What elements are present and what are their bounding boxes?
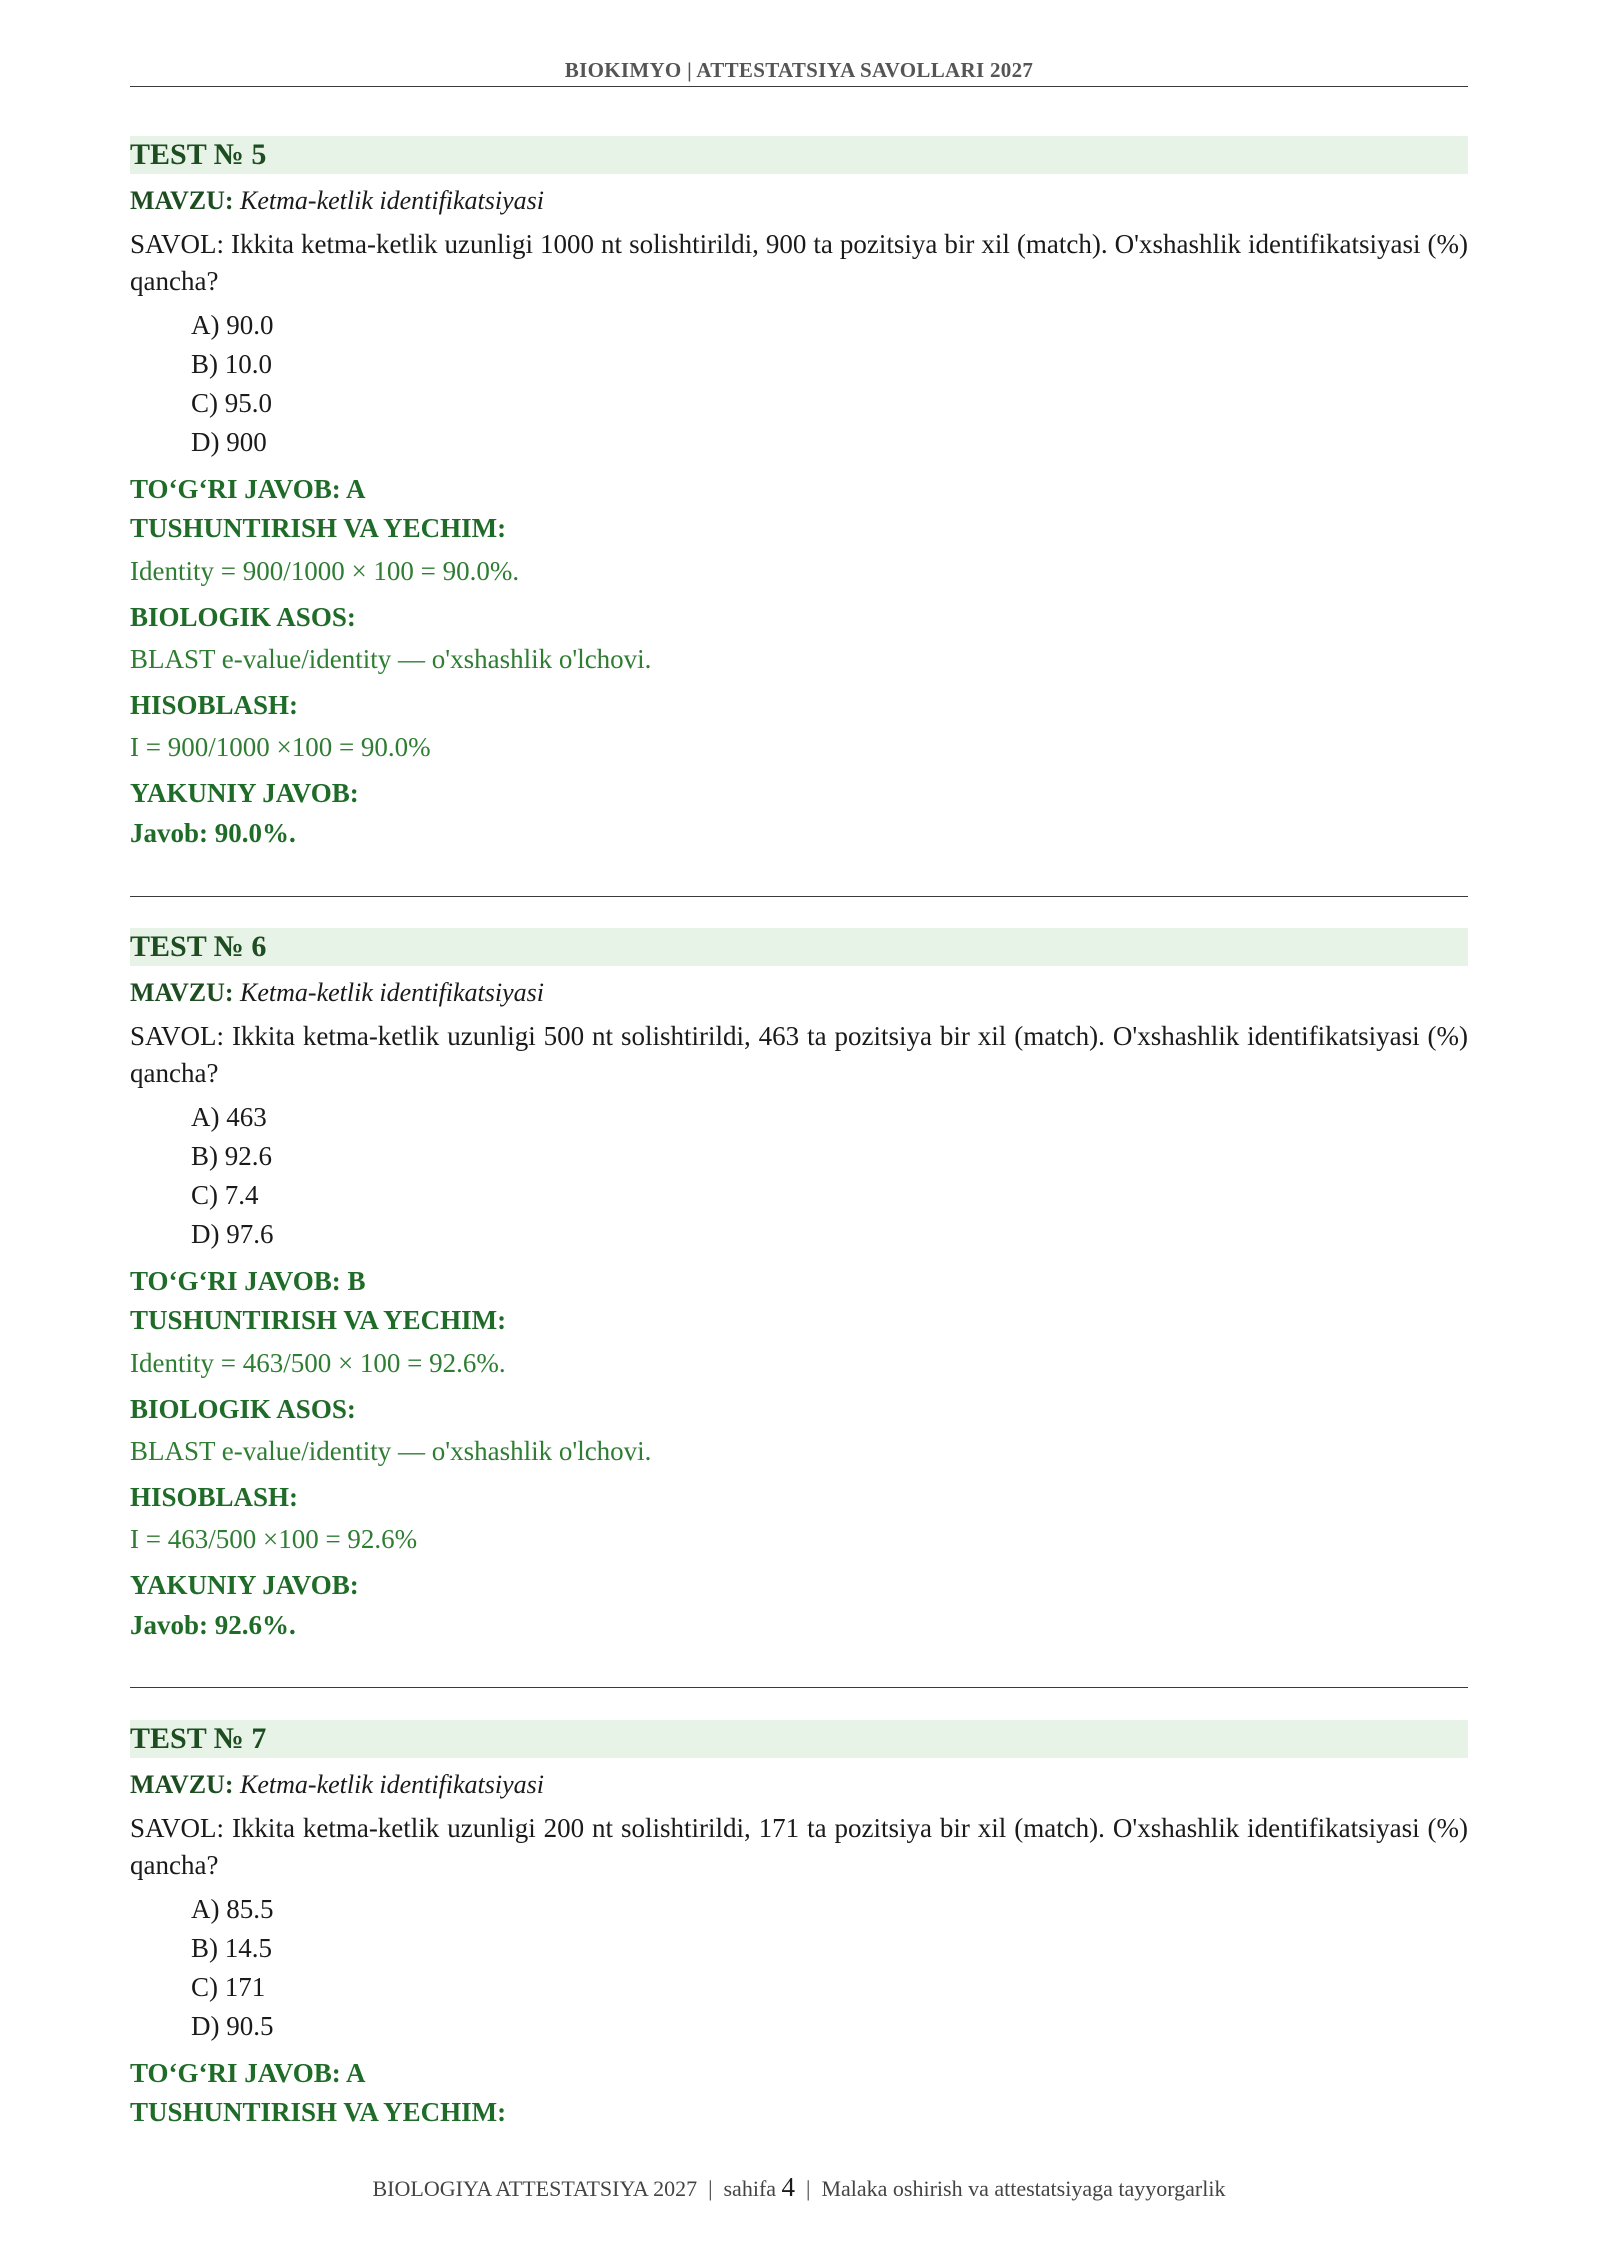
explanation-text: Identity = 900/1000 × 100 = 90.0%.	[130, 556, 520, 586]
options-list	[130, 306, 1468, 462]
topic-line	[130, 1768, 1468, 1802]
final-answer-label: YAKUNIY JAVOB:	[130, 778, 359, 808]
option-b: B) 14.5	[191, 1933, 272, 1963]
question-text: SAVOL: Ikkita ketma-ketlik uzunligi 500 nt solishtirildi, 463 ta pozitsiya bir xil (match). O'xshashlik identifikatsiyasi (%) qancha?	[130, 1021, 1468, 1088]
option-d: D) 97.6	[191, 1219, 274, 1249]
page-footer	[130, 2172, 1468, 2203]
final-answer-text: Javob: 92.6%.	[130, 1610, 296, 1640]
test-block-5	[130, 136, 1468, 852]
test-block-7	[130, 1720, 1468, 2132]
option-a: A) 85.5	[191, 1894, 274, 1924]
section-divider	[130, 896, 1468, 897]
footer-title: BIOLOGIYA ATTESTATSIYA 2027	[372, 2176, 698, 2201]
footer-separator: |	[806, 2176, 811, 2201]
options-list	[130, 1098, 1468, 1254]
topic-label: MAVZU:	[130, 978, 234, 1007]
calculation-text: I = 463/500 ×100 = 92.6%	[130, 1524, 418, 1554]
explanation-label: TUSHUNTIRISH VA YECHIM:	[130, 513, 507, 543]
question-text: SAVOL: Ikkita ketma-ketlik uzunligi 1000 nt solishtirildi, 900 ta pozitsiya bir xil (match). O'xshashlik identifikatsiyasi (%) qancha?	[130, 229, 1468, 296]
explanation-label: TUSHUNTIRISH VA YECHIM:	[130, 1305, 507, 1335]
option-a: A) 463	[191, 1102, 267, 1132]
topic-label: MAVZU:	[130, 186, 234, 215]
option-d: D) 90.5	[191, 2011, 274, 2041]
final-answer-text: Javob: 90.0%.	[130, 818, 296, 848]
options-list	[130, 1890, 1468, 2046]
final-answer-label: YAKUNIY JAVOB:	[130, 1570, 359, 1600]
test-title: TEST № 7	[130, 1720, 1468, 1758]
option-b: B) 10.0	[191, 349, 272, 379]
header-rule	[130, 86, 1468, 87]
explanation-text: Identity = 463/500 × 100 = 92.6%.	[130, 1348, 506, 1378]
topic-value: Ketma-ketlik identifikatsiyasi	[240, 186, 545, 215]
test-title: TEST № 5	[130, 136, 1468, 174]
footer-separator: |	[708, 2176, 713, 2201]
topic-line	[130, 184, 1468, 218]
test-block-6	[130, 928, 1468, 1644]
footer-page-word: sahifa	[723, 2176, 777, 2201]
basis-label: BIOLOGIK ASOS:	[130, 602, 356, 632]
topic-value: Ketma-ketlik identifikatsiyasi	[240, 1770, 545, 1799]
footer-subtitle: Malaka oshirish va attestatsiyaga tayyorgarlik	[821, 2176, 1226, 2201]
page-number: 4	[781, 2172, 796, 2202]
basis-text: BLAST e-value/identity — o'xshashlik o'lchovi.	[130, 644, 652, 674]
section-divider	[130, 1687, 1468, 1688]
correct-answer: TO‘G‘RI JAVOB: A	[130, 474, 366, 504]
correct-answer: TO‘G‘RI JAVOB: B	[130, 1266, 366, 1296]
document-page	[130, 0, 1468, 2262]
option-c: C) 7.4	[191, 1180, 259, 1210]
option-c: C) 95.0	[191, 388, 272, 418]
topic-line	[130, 976, 1468, 1010]
running-header: BIOKIMYO | ATTESTATSIYA SAVOLLARI 2027	[564, 58, 1034, 82]
option-c: C) 171	[191, 1972, 266, 2002]
option-b: B) 92.6	[191, 1141, 272, 1171]
test-title: TEST № 6	[130, 928, 1468, 966]
option-d: D) 900	[191, 427, 267, 457]
calculation-label: HISOBLASH:	[130, 1482, 299, 1512]
option-a: A) 90.0	[191, 310, 274, 340]
calculation-label: HISOBLASH:	[130, 690, 299, 720]
basis-label: BIOLOGIK ASOS:	[130, 1394, 356, 1424]
topic-value: Ketma-ketlik identifikatsiyasi	[240, 978, 545, 1007]
calculation-text: I = 900/1000 ×100 = 90.0%	[130, 732, 431, 762]
correct-answer: TO‘G‘RI JAVOB: A	[130, 2058, 366, 2088]
question-text: SAVOL: Ikkita ketma-ketlik uzunligi 200 nt solishtirildi, 171 ta pozitsiya bir xil (match). O'xshashlik identifikatsiyasi (%) qancha?	[130, 1813, 1468, 1880]
explanation-label: TUSHUNTIRISH VA YECHIM:	[130, 2097, 507, 2127]
basis-text: BLAST e-value/identity — o'xshashlik o'lchovi.	[130, 1436, 652, 1466]
topic-label: MAVZU:	[130, 1770, 234, 1799]
